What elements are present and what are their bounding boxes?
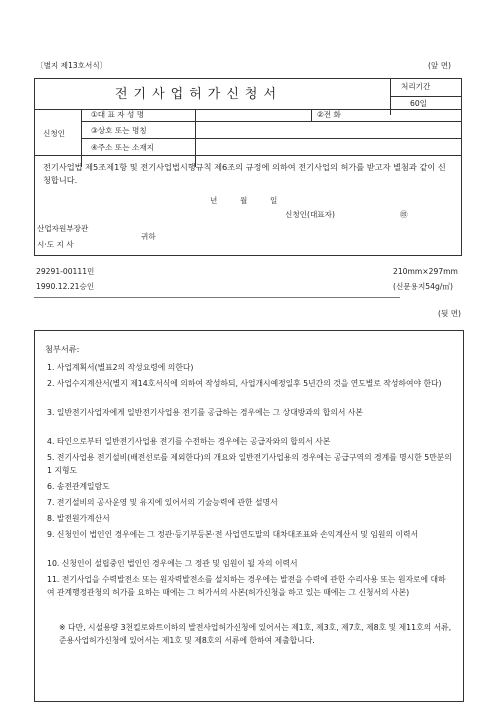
application-statement: 전기사업법 제5조제1항 및 전기사업법시행규칙 제6조의 규정에 의하여 전기사업의 허가를 받고자 별첨과 같이 신청합니다. bbox=[43, 162, 446, 185]
attachment-item: 6. 송전관계일람도 bbox=[47, 482, 110, 491]
date-year: 년 bbox=[210, 196, 218, 205]
attachment-item: 11. 전기사업을 수력발전소 또는 원자력발전소를 설치하는 경우에는 발전을 수력에 관한 수리사용 또는 원자로에 대하여 관계행정관청의 허가를 요하는 때에는 그 허가서의 사본(허가신청을 하고 있는 때에는 그 신청서의 사본) bbox=[47, 575, 446, 597]
date-day: 일 bbox=[270, 196, 278, 205]
front-side-label: (앞 면) bbox=[428, 61, 452, 70]
processing-period-value: 60일 bbox=[410, 99, 427, 108]
application-form-table bbox=[34, 78, 462, 256]
processing-period-label: 처리기간 bbox=[401, 82, 431, 91]
recipient-minister: 산업자원부장관 bbox=[37, 224, 89, 233]
applicant-label: 신청인 bbox=[43, 129, 66, 138]
attachments-title: 첨부서류: bbox=[45, 344, 80, 354]
date-month: 월 bbox=[240, 196, 248, 205]
paper-size: 210mm×297mm bbox=[393, 267, 458, 276]
attachment-item: 5. 전기사업용 전기설비(배전선로를 제외한다)의 개요와 일반전기사업용의 경우에는 공급구역의 경계를 명시한 5만분의 1 지형도 bbox=[47, 453, 452, 475]
attachment-item: 4. 타인으로부터 일반전기사업용 전기를 수전하는 경우에는 공급자와의 합의서 사본 bbox=[47, 437, 331, 446]
divider bbox=[34, 297, 400, 298]
signer-label: 신청인(대표자) bbox=[285, 210, 335, 219]
attachment-item: 7. 전기설비의 공사운영 및 유지에 있어서의 기술능력에 관한 설명서 bbox=[47, 498, 278, 507]
approval-date: 1990.12.21승인 bbox=[36, 282, 95, 291]
back-side-label: (뒷 면) bbox=[438, 309, 462, 318]
paper-type: (신문용지54g/㎡) bbox=[393, 282, 453, 291]
form-number: 〔별지 제13호서식〕 bbox=[36, 61, 108, 70]
recipient-suffix: 귀하 bbox=[141, 232, 156, 241]
attachments-box bbox=[34, 330, 464, 702]
trade-name-label[interactable]: ③상호 또는 명칭 bbox=[91, 126, 147, 135]
attachment-item: 8. 발전원가계산서 bbox=[47, 514, 110, 523]
attachment-item: 10. 신청인이 설립중인 법인인 경우에는 그 정관 및 임원이 될 자의 이력서 bbox=[47, 559, 298, 568]
form-code: 29291-00111민 bbox=[36, 267, 95, 276]
recipient-governor: 시·도 지 사 bbox=[37, 240, 74, 249]
address-label[interactable]: ④주소 또는 소재지 bbox=[91, 143, 154, 152]
attachment-item: 9. 신청인이 법인인 경우에는 그 정관·등기부등본·전 사업연도말의 대차대조표와 손익계산서 및 임원의 이력서 bbox=[47, 530, 419, 539]
attachment-item: 3. 일반전기사업자에게 일반전기사업용 전기를 공급하는 경우에는 그 상대방과의 합의서 사본 bbox=[47, 408, 363, 417]
phone-label[interactable]: ②전 화 bbox=[317, 110, 341, 119]
attachment-item: 1. 사업계획서(별표2의 작성요령에 의한다) bbox=[47, 363, 194, 372]
attachment-item: 2. 사업수지계산서(별지 제14호서식에 의하여 작성하되, 사업개시예정일후 5년간의 것을 연도별로 작성하여야 한다) bbox=[47, 379, 442, 388]
attachment-note: ※ 다만, 시설용량 3천킬로와트이하의 발전사업허가신청에 있어서는 제1호, 제3호, 제7호, 제8호 및 제11호의 서류, 준용사업허가신청에 있어서는 제1호 및 제8호의 서류에 한하여 제출합니다. bbox=[59, 623, 452, 645]
seal-mark: ㊞ bbox=[400, 210, 408, 219]
rep-name-label[interactable]: ①대 표 자 성 명 bbox=[91, 110, 145, 119]
form-title: 전기사업허가신청서 bbox=[115, 87, 283, 102]
